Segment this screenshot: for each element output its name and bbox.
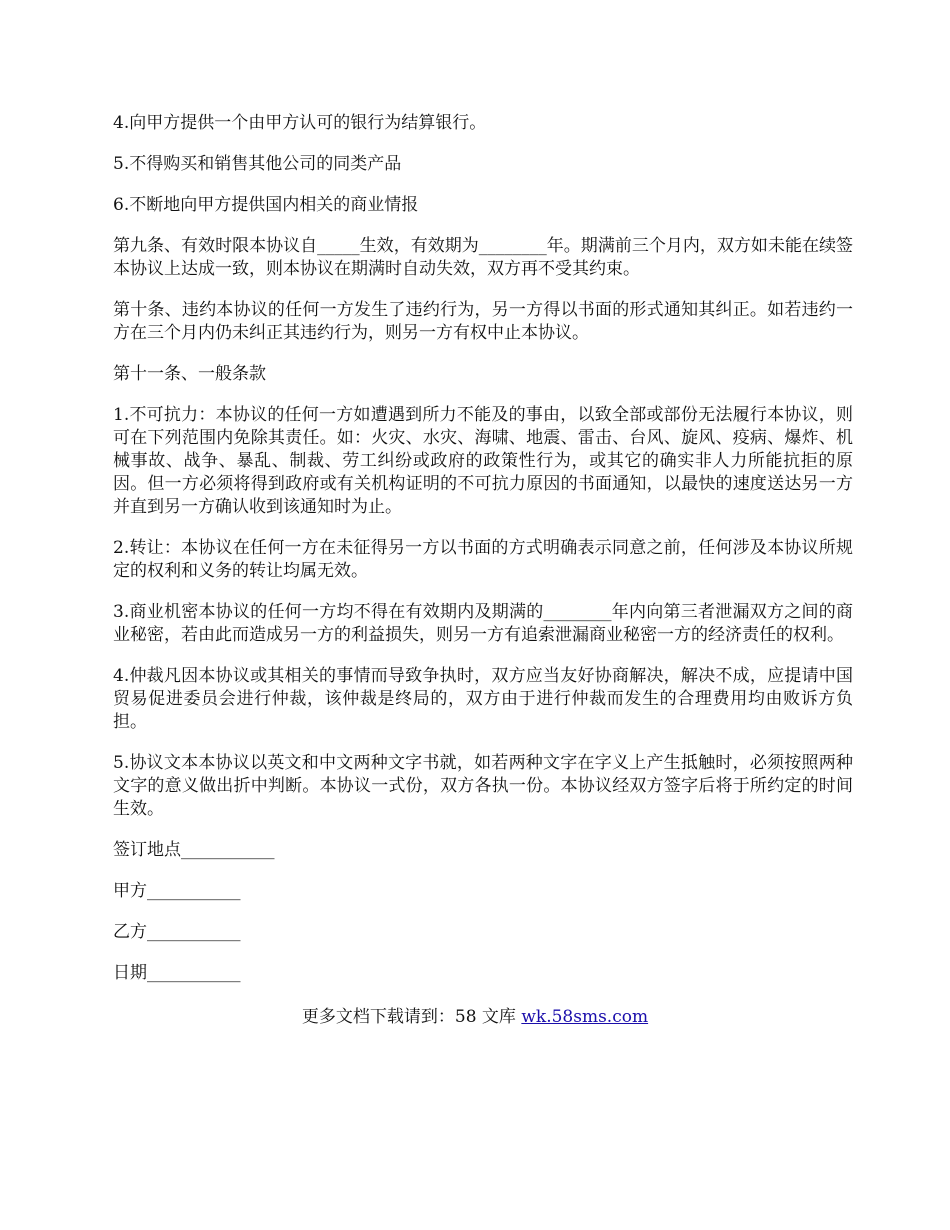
date-line: 日期___________ <box>113 963 241 983</box>
clause-6-business-intelligence: 6.不断地向甲方提供国内相关的商业情报 <box>113 195 419 215</box>
clause-confidentiality: 3.商业机密本协议的任何一方均不得在有效期内及期满的________年内向第三者泄漏双方之间的商业秘密，若由此而造成另一方的利益损失，则另一方有追索泄漏商业秘密一方的经济责任的权利。 <box>113 602 853 645</box>
download-footer <box>0 1006 950 1029</box>
clause-4-settlement-bank: 4.向甲方提供一个由甲方认可的银行为结算银行。 <box>113 113 487 133</box>
clause-transfer: 2.转让：本协议在任何一方在未征得另一方以书面的方式明确表示同意之前，任何涉及本协议所规定的权利和义务的转让均属无效。 <box>113 538 853 581</box>
clause-arbitration: 4.仲裁凡因本协议或其相关的事情而导致争执时，双方应当友好协商解决，解决不成，应提请中国贸易促进委员会进行仲裁，该仲裁是终局的，双方由于进行仲裁而发生的合理费用均由败诉方负担。 <box>113 666 853 732</box>
footer-link[interactable]: wk.58sms.com <box>521 1007 649 1027</box>
clause-5-no-competing-products: 5.不得购买和销售其他公司的同类产品 <box>113 154 402 174</box>
document-body <box>113 112 853 1003</box>
signing-place-line: 签订地点___________ <box>113 840 275 860</box>
clause-force-majeure: 1.不可抗力：本协议的任何一方如遭遇到所力不能及的事由，以致全部或部份无法履行本协议，则可在下列范围内免除其责任。如：火灾、水灾、海啸、地震、雷击、台风、旋风、疫病、爆炸、机械事故、战争、暴乱、制裁、劳工纠纷或政府的政策性行为，或其它的确实非人力所能抗拒的原因。但一方必须将得到政府或有关机构证明的不可抗力原因的书面通知，以最快的速度送达另一方并直到另一方确认收到该通知时为止。 <box>113 405 853 517</box>
article-9-validity: 第九条、有效时限本协议自_____生效，有效期为________年。期满前三个月内，双方如未能在续签本协议上达成一致，则本协议在期满时自动失效，双方再不受其约束。 <box>113 236 853 279</box>
party-b-line: 乙方___________ <box>113 922 241 942</box>
article-11-heading: 第十一条、一般条款 <box>113 364 266 384</box>
footer-text: 更多文档下载请到：58 文库 <box>301 1007 522 1027</box>
clause-agreement-text: 5.协议文本本协议以英文和中文两种文字书就，如若两种文字在字义上产生抵触时，必须按照两种文字的意义做出折中判断。本协议一式份，双方各执一份。本协议经双方签字后将于所约定的时间生效。 <box>113 753 853 819</box>
article-10-breach: 第十条、违约本协议的任何一方发生了违约行为，另一方得以书面的形式通知其纠正。如若违约一方在三个月内仍未纠正其违约行为，则另一方有权中止本协议。 <box>113 300 853 343</box>
party-a-line: 甲方___________ <box>113 881 241 901</box>
